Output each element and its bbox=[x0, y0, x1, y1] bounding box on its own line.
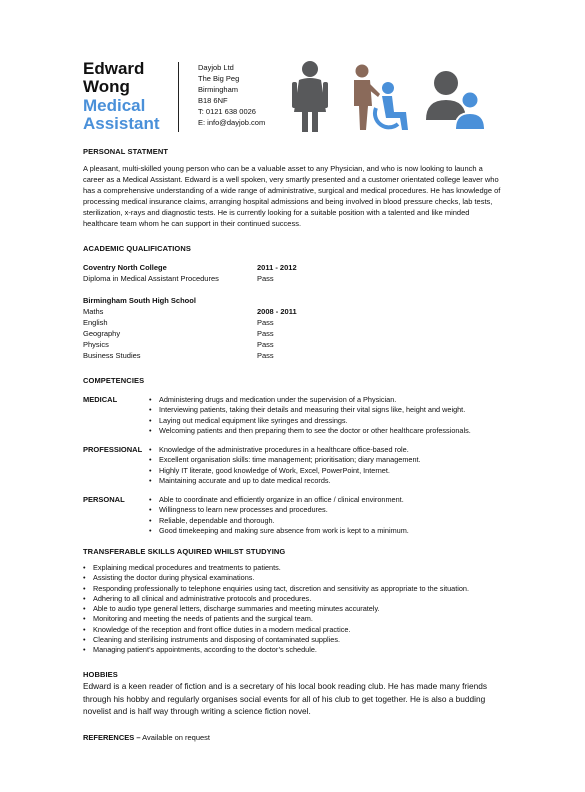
list-item: • Administering drugs and medication under the supervision of a Physician. bbox=[149, 395, 471, 405]
references-value: Available on request bbox=[140, 733, 211, 742]
contact-phone: T: 0121 638 0026 bbox=[198, 107, 256, 116]
college-result: Pass bbox=[257, 274, 274, 283]
school-subject: Physics bbox=[83, 340, 109, 349]
school-row bbox=[83, 317, 337, 328]
list-item: • Explaining medical procedures and treatments to patients. bbox=[83, 563, 469, 573]
school-value: Pass bbox=[257, 351, 274, 360]
list-item: • Willingness to learn new processes and procedures. bbox=[149, 505, 409, 515]
school-value: Pass bbox=[257, 329, 274, 338]
contact-street: The Big Peg bbox=[198, 74, 240, 83]
statement-line: processing medical insurance claims, arranging hospital admissions and being involved in blood pressure checks, lab tests, bbox=[83, 197, 493, 206]
nurse-figure-icon bbox=[290, 60, 330, 132]
list-item: • Knowledge of the administrative procedures in a healthcare office-based role. bbox=[149, 445, 421, 455]
school-subject: Maths bbox=[83, 307, 104, 316]
academic-heading: ACADEMIC QUALIFICATIONS bbox=[83, 244, 191, 253]
hobbies-line: Edward is a keen reader of fiction and is a secretary of his local book reading club. He has made many friends bbox=[83, 681, 487, 691]
caregiver-wheelchair-icon bbox=[350, 64, 410, 130]
school-value: 2008 - 2011 bbox=[257, 307, 297, 316]
list-item: • Cleaning and sterilising instruments and disposing of contaminated supplies. bbox=[83, 635, 469, 645]
personal-statement-body bbox=[83, 163, 523, 229]
school-row bbox=[83, 306, 337, 317]
list-item: • Managing patient’s appointments, according to the doctor’s schedule. bbox=[83, 645, 469, 655]
statement-line: A pleasant, multi-skilled young person who can be a valuable asset to any Physician, and who is now looking to launch a bbox=[83, 164, 483, 173]
professional-list bbox=[149, 445, 421, 486]
personal-list bbox=[149, 495, 409, 536]
list-item: • Able to audio type general letters, discharge summaries and meeting minutes accurately. bbox=[83, 604, 469, 614]
last-name: Wong bbox=[83, 77, 130, 96]
list-item: • Interviewing patients, taking their details and measuring their vital signs like, height and weight. bbox=[149, 405, 471, 415]
statement-line: has a comprehensive understanding of a wide range of administrative, surgical and medical procedures. He has knowledge of bbox=[83, 186, 501, 195]
competency-label-personal: PERSONAL bbox=[83, 495, 125, 504]
hobbies-heading: HOBBIES bbox=[83, 670, 118, 679]
college-course: Diploma in Medical Assistant Procedures bbox=[83, 274, 219, 283]
transferable-list bbox=[83, 563, 469, 656]
medical-list bbox=[149, 395, 471, 436]
school-subject: Business Studies bbox=[83, 351, 141, 360]
list-item: • Highly IT literate, good knowledge of Work, Excel, PowerPoint, Internet. bbox=[149, 466, 421, 476]
college-years: 2011 - 2012 bbox=[257, 263, 297, 272]
header-divider bbox=[178, 62, 179, 132]
hobbies-line: novelist and is half way through writing a science fiction novel. bbox=[83, 706, 311, 716]
people-group-icon bbox=[426, 70, 488, 130]
contact-company: Dayjob Ltd bbox=[198, 63, 234, 72]
personal-statement-heading: PERSONAL STATMENT bbox=[83, 147, 169, 156]
school-subject: Geography bbox=[83, 329, 121, 338]
contact-postcode: B18 6NF bbox=[198, 96, 228, 105]
school-name: Birmingham South High School bbox=[83, 296, 196, 305]
statement-line: healthcare team whom he can support in their continued success. bbox=[83, 219, 302, 228]
list-item: • Maintaining accurate and up to date medical records. bbox=[149, 476, 421, 486]
school-row bbox=[83, 328, 337, 339]
job-title-line2: Assistant bbox=[83, 114, 160, 133]
list-item: • Good timekeeping and making sure absence from work is kept to a minimum. bbox=[149, 526, 409, 536]
school-row bbox=[83, 350, 337, 361]
list-item: • Laying out medical equipment like syringes and dressings. bbox=[149, 416, 471, 426]
list-item: • Knowledge of the reception and front office duties in a modern medical practice. bbox=[83, 625, 469, 635]
references bbox=[83, 732, 210, 743]
competencies-heading: COMPETENCIES bbox=[83, 376, 145, 385]
list-item: • Excellent organisation skills: time management; prioritisation; diary management. bbox=[149, 455, 421, 465]
job-title-line1: Medical bbox=[83, 96, 146, 115]
academic-block bbox=[83, 262, 337, 361]
school-value: Pass bbox=[257, 340, 274, 349]
references-label: REFERENCES – bbox=[83, 733, 141, 742]
statement-line: sterilization, x-rays and diagnostic tests. He is currently looking for a suitable position with a talented and like minded bbox=[83, 208, 470, 217]
transferable-heading: TRANSFERABLE SKILLS AQUIRED WHILST STUDYING bbox=[83, 547, 286, 556]
competency-label-medical: MEDICAL bbox=[83, 395, 118, 404]
statement-line: career as a Medical Assistant. Edward is a well spoken, very smartly presented and a customer orientated college leaver who bbox=[83, 175, 499, 184]
contact-city: Birmingham bbox=[198, 85, 239, 94]
contact-block bbox=[198, 62, 265, 128]
hobbies-body bbox=[83, 680, 523, 718]
school-row bbox=[83, 339, 337, 350]
college-name: Coventry North College bbox=[83, 263, 167, 272]
list-item: • Reliable, dependable and thorough. bbox=[149, 516, 409, 526]
first-name: Edward bbox=[83, 59, 145, 78]
school-subject: English bbox=[83, 318, 108, 327]
list-item: • Adhering to all clinical and administrative protocols and procedures. bbox=[83, 594, 469, 604]
list-item: • Welcoming patients and then preparing them to see the doctor or other healthcare professionals. bbox=[149, 426, 471, 436]
list-item: • Assisting the doctor during physical examinations. bbox=[83, 573, 469, 583]
school-value: Pass bbox=[257, 318, 274, 327]
contact-email: E: info@dayjob.com bbox=[198, 118, 266, 127]
list-item: • Able to coordinate and efficiently organize in an office / clinical environment. bbox=[149, 495, 409, 505]
list-item: • Responding professionally to telephone enquiries using tact, discretion and sensitivity as appropriate to the situation. bbox=[83, 584, 469, 594]
hobbies-line: through his hobby and regularly organises social events for all of his club to get together. He is also a budding bbox=[83, 693, 486, 704]
competency-label-professional: PROFESSIONAL bbox=[83, 445, 143, 454]
list-item: • Monitoring and meeting the needs of patients and the surgical team. bbox=[83, 614, 469, 624]
